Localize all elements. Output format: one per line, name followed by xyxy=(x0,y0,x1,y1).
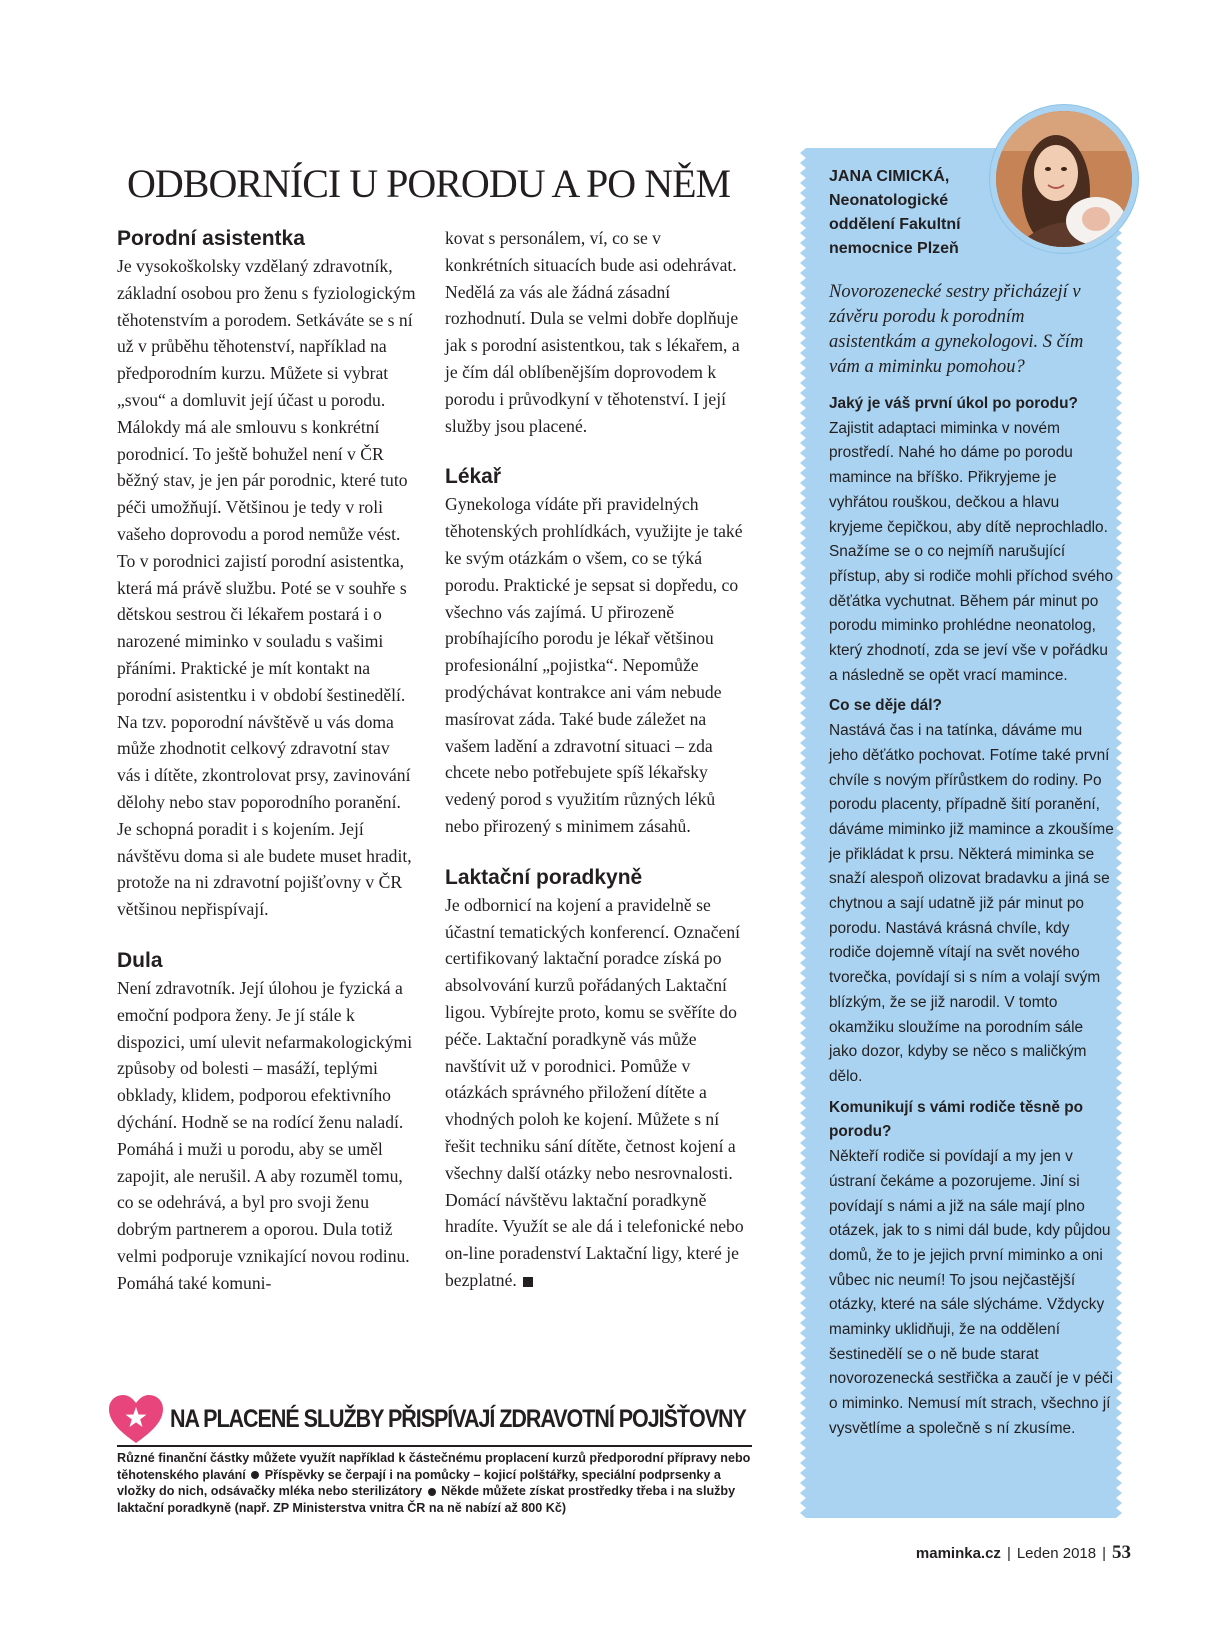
info-item-1: Různé finanční částky můžete využít například k částečnému proplacení kurzů předporodní přípravy nebo těhotenského plavání xyxy=(117,1451,751,1482)
sidebar-zigzag-right xyxy=(1116,148,1122,1518)
info-box-heading: NA PLACENÉ SLUŽBY PŘISPÍVAJÍ ZDRAVOTNÍ POJIŠŤOVNY xyxy=(170,1405,746,1433)
portrait-photo xyxy=(990,105,1138,253)
info-box-rule xyxy=(117,1445,752,1447)
end-square-icon xyxy=(523,1277,533,1287)
section-heading-dula: Dula xyxy=(117,948,163,972)
answer-2: Nastává čas i na tatínka, dáváme mu jeho děťátko pochovat. Fotíme také první chvíle s novým přírůstkem do rodiny. Po porodu placenty, případně šití poranění, dáváme miminko již mamince a zkoušíme je přikládat k prsu. Některá miminka se snaží alespoň olizovat bradavku a jiná se chytnou a sají udatně již pár minut po porodu. Nastává krásná chvíle, kdy rodiče dojemně vítají na svět nového tvorečka, povídají si s ním a volají svým blízkým, že se již narodil. V tomto okamžiku sloužíme na porodním sále jako dozor, kdyby se něco s maličkým dělo. xyxy=(829,722,1114,1085)
laktacni-text: Je odbornicí na kojení a pravidelně se účastní tematických konferencí. Označení certifikovaný laktační poradce získá po absolvování kurzů pořádaných Laktační ligou. Vybírejte proto, komu se svěříte do péče. Laktační poradkyně vás může navštívit už v porodnici. Pomůže v otázkách správného přiložení dítěte a vhodných poloh ke kojení. Můžete s ní řešit techniku sání dítěte, četnost kojení a všechny další otázky nebo nesrovnalosti. Domácí návštěvu laktační poradkyně hradíte. Využít se ale dá i telefonické nebo on-line poradenství Laktační ligy, které je bezplatné. xyxy=(445,894,744,1290)
interviewee-affiliation: Neonatologické oddělení Fakultní nemocnice Plzeň xyxy=(829,192,961,257)
section-heading-laktacni-poradkyne: Laktační poradkyně xyxy=(445,865,643,889)
section-text-dula: Není zdravotník. Její úlohou je fyzická a emoční podpora ženy. Je jí stále k dispozici, umí ulevit nefarmakologickými způsoby od bolesti – masáží, teplými obklady, klidem, podporou efektivního dýchání. Hodně se na rodící ženu naladí. Pomáhá i muži u porodu, aby se uměl zapojit, ale nerušil. A aby rozuměl tomu, co se odehrává, a byl pro svoji ženu dobrým partnerem a oporou. Dula totiž velmi podporuje vznikající novou rodinu. Pomáhá také komuni- xyxy=(117,977,413,1293)
answer-3: Někteří rodiče si povídají a my jen v ústraní čekáme a pozorujeme. Jiní si povídají s námi a již na sále mají plno otázek, jak to s nimi dál bude, kdy půjdou domů, že to je jejich první miminko a oni vůbec nic neumí! To jsou nejčastější otázky, které na sále slýcháme. Vždycky maminky uklidňuji, že na oddělení šestinedělí se o ně bude starat novorozenecká sestřička a zaučí je v péči o miminko. Nemusí mít strach, všechno jí vysvětlíme a společně s ní zkusíme. xyxy=(829,1148,1114,1437)
sidebar-zigzag-left xyxy=(800,148,806,1518)
heart-star-icon xyxy=(109,1395,163,1445)
column-left xyxy=(117,225,417,1296)
section-text-dula-continued: kovat s personálem, ví, co se v konkrétních situacích bude asi odehrávat. Nedělá za vás ale žádná zásadní rozhodnutí. Dula se velmi dobře doplňuje jak s porodní asistentkou, tak s lékařem, a je čím dál oblíbenějším doprovodem k porodu i průvodkyní v těhotenství. I její služby jsou placené. xyxy=(445,228,740,436)
interviewee-name xyxy=(829,165,1009,261)
page-footer: maminka.cz | Leden 2018 | 53 xyxy=(915,1542,1131,1563)
interviewee-name-line1: JANA CIMICKÁ, xyxy=(829,168,950,185)
sidebar-interview xyxy=(829,392,1114,1448)
portrait-image xyxy=(996,111,1132,247)
question-3: Komunikují s vámi rodiče těsně po porodu? xyxy=(829,1098,1084,1141)
column-middle xyxy=(445,225,745,1294)
footer-issue: Leden 2018 xyxy=(1016,1545,1097,1562)
answer-1: Zajistit adaptaci miminka v novém prostředí. Nahé ho dáme po porodu mamince na bříško. Přikryjeme je vyhřátou rouškou, dečkou a hlavu kryjeme čepičkou, aby dítě neprochladlo. Snažíme se o co nejmíň narušující přístup, aby si rodiče mohli příchod svého děťátka vychutnat. Během pár minut po porodu miminko prohlédne neonatolog, který zhodnotí, zda se jeví vše v pořádku a následně se opět vrací mamince. xyxy=(829,419,1114,684)
section-text-porodni-asistentka: Je vysokoškolsky vzdělaný zdravotník, základní osobou pro ženu s fyziologickým těhotenstvím a porodem. Setkáváte se s ní už v průběhu těhotenství, například na předporodním kurzu. Můžete si vybrat „svou“ a domluvit její účast u porodu. Málokdy má ale smlouvu s konkrétní porodnicí. To ještě bohužel není v ČR běžný stav, je jen pár porodnic, které tuto péči umožňují. Většinou je tedy v roli vašeho doprovodu a porod nemůže vést. To v porodnici zajistí porodní asistentka, která má právě službu. Poté se v souhře s dětskou sestrou či lékařem postará i o narozené miminko v souladu s vašimi přáními. Praktické je mít kontakt na porodní asistentku i v období šestinedělí. Na tzv. poporodní návštěvě u vás doma může zhodnotit celkový zdravotní stav vás i dítěte, zkontrolovat prsy, zavinování dělohy nebo stav poporodního poranění. Je schopná poradit i s kojením. Její návštěvu doma si ale budete muset hradit, protože na ni zdravotní pojišťovny v ČR většinou nepřispívají. xyxy=(117,256,416,920)
page-number: 53 xyxy=(1112,1542,1131,1563)
bullet-dot-icon xyxy=(428,1488,436,1496)
question-2: Co se děje dál? xyxy=(829,697,942,715)
page-title: ODBORNÍCI U PORODU A PO NĚM xyxy=(127,161,731,206)
info-item-2: Příspěvky se čerpají i na pomůcky – kojicí polštářky, speciální podprsenky a vložky do nich, odsávačky mléka nebo sterilizátory xyxy=(117,1467,721,1498)
info-box-text xyxy=(117,1450,757,1516)
info-item-3: Někde můžete získat prostředky třeba i na služby laktační poradkyně (např. ZP Ministerstva vnitra ČR na ně nabízí až 800 Kč) xyxy=(117,1484,736,1515)
bullet-dot-icon xyxy=(251,1471,259,1479)
section-text-laktacni-poradkyne xyxy=(445,892,745,1294)
sidebar-lead: Novorozenecké sestry přicházejí v závěru porodu k porodním asistentkám a gynekologovi. S čím vám a miminku pomohou? xyxy=(829,282,1084,377)
footer-site: maminka.cz xyxy=(915,1545,1001,1562)
section-heading-porodni-asistentka: Porodní asistentka xyxy=(117,227,305,250)
section-text-lekar: Gynekologa vídáte při pravidelných těhotenských prohlídkách, využijte je také ke svým otázkám o všem, co se týká porodu. Praktické je sepsat si dopředu, co všechno vás zajímá. U přirozeně probíhajícího porodu je lékař většinou profesionální „pojistka“. Nepomůže prodýchávat kontrakce ani vám nebude masírovat záda. Také bude záležet na vašem ladění a zdravotní situaci – zda chcete nebo potřebujete spíš lékařsky vedený porod s využitím různých léků nebo přirozený s minimem zásahů. xyxy=(445,494,743,836)
section-heading-lekar: Lékař xyxy=(445,465,502,489)
question-1: Jaký je váš první úkol po porodu? xyxy=(829,395,1078,412)
